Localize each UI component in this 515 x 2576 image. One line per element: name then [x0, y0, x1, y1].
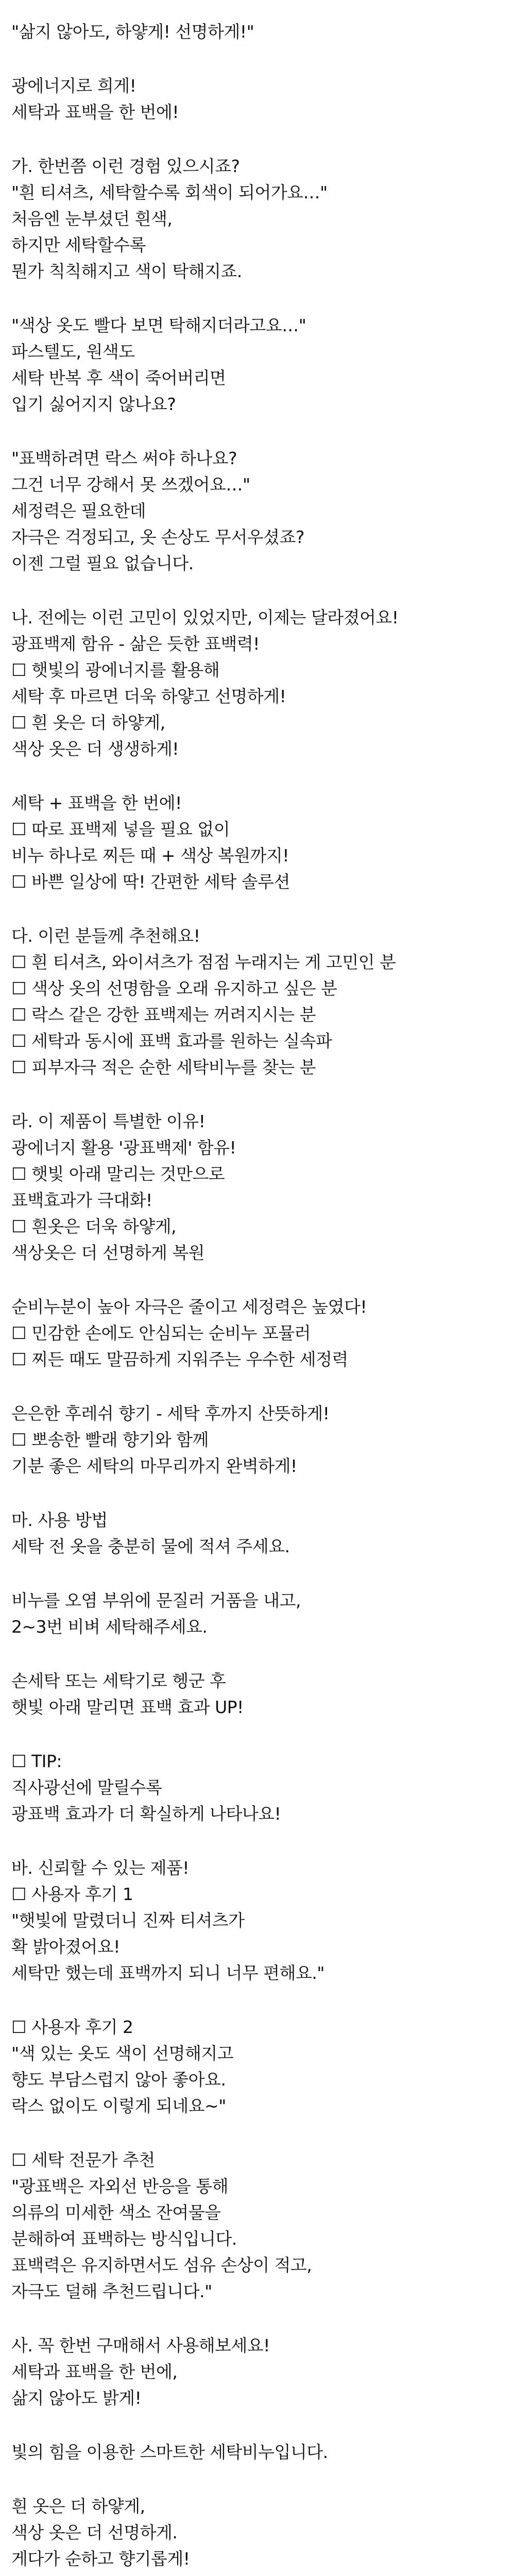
text-line: ☐ 사용자 후기 2: [11, 2017, 133, 2037]
text-line: 게다가 순하고 향기롭게!: [11, 2549, 190, 2569]
text-line: 자극은 걱정되고, 옷 손상도 무서우셨죠?: [11, 527, 305, 547]
paragraph: [11, 1587, 515, 1640]
text-line: 의류의 미세한 색소 잔여물을: [11, 2202, 221, 2223]
text-line: ☐ 세탁과 동시에 표백 효과를 원하는 실속파: [11, 1031, 332, 1051]
text-line: 색상옷은 더 선명하게 복원: [11, 1243, 205, 1263]
text-line: 삶지 않아도 밝게!: [11, 2388, 142, 2408]
text-line: 바. 신뢰할 수 있는 제품!: [11, 1858, 190, 1878]
text-line: 그건 너무 강해서 못 쓰겠어요…": [11, 474, 250, 495]
text-line: 사. 꼭 한번 구매해서 사용해보세요!: [11, 2335, 270, 2355]
paragraph: [11, 1668, 515, 1720]
paragraph: [11, 923, 515, 1080]
text-line: 나. 전에는 이런 고민이 있었지만, 이제는 달라졌어요!: [11, 607, 399, 628]
text-line: 빛의 힘을 이용한 스마트한 세탁비누입니다.: [11, 2442, 328, 2462]
text-line: ☐ 색상 옷의 선명함을 오래 유지하고 싶은 분: [11, 978, 337, 998]
paragraph: [11, 2332, 515, 2411]
text-line: "표백하려면 락스 써야 하나요?: [11, 448, 237, 468]
text-line: 은은한 후레쉬 향기 - 세탁 후까지 산뜻하게!: [11, 1403, 330, 1423]
text-line: "광표백은 자외선 반응을 통해: [11, 2176, 229, 2196]
paragraph: [11, 73, 515, 125]
paragraph: [11, 1294, 515, 1372]
text-line: 이젠 그럴 필요 없습니다.: [11, 553, 194, 573]
text-line: "삶지 않아도, 하얗게! 선명하게!": [11, 22, 254, 42]
text-line: 색상 옷은 더 선명하게.: [11, 2522, 178, 2543]
paragraph: [11, 2439, 515, 2465]
text-line: ☐ 흰옷은 더욱 하얗게,: [11, 1216, 177, 1236]
text-line: ☐ 락스 같은 강한 표백제는 꺼려지시는 분: [11, 1005, 316, 1025]
text-line: 흰 옷은 더 하얗게,: [11, 2496, 145, 2516]
text-line: 기분 좋은 세탁의 마무리까지 완벽하게!: [11, 1456, 297, 1476]
text-line: 광표백제 함유 - 삶은 듯한 표백력!: [11, 634, 260, 654]
text-line: ☐ 흰 옷은 더 하얗게,: [11, 713, 165, 733]
text-line: 확 밝아졌어요!: [11, 1937, 120, 1957]
text-line: 손세탁 또는 세탁기로 헹군 후: [11, 1671, 226, 1691]
text-line: 햇빛 아래 말리면 표백 효과 UP!: [11, 1697, 244, 1717]
paragraph: [11, 153, 515, 284]
text-line: 비누를 오염 부위에 문질러 거품을 내고,: [11, 1590, 301, 1611]
paragraph: [11, 1855, 515, 1986]
text-line: 순비누분이 높아 자극은 줄이고 세정력은 높였다!: [11, 1297, 367, 1317]
text-line: 세탁 전 옷을 충분히 물에 적셔 주세요.: [11, 1536, 290, 1556]
text-line: 표백력은 유지하면서도 섬유 손상이 적고,: [11, 2255, 312, 2275]
paragraph: [11, 1400, 515, 1479]
paragraph: [11, 312, 515, 417]
text-line: ☐ 사용자 후기 1: [11, 1884, 133, 1904]
text-line: 처음엔 눈부셨던 흰색,: [11, 209, 173, 229]
text-line: ☐ 찌든 때도 말끔하게 지워주는 우수한 세정력: [11, 1349, 348, 1369]
text-line: 마. 사용 방법: [11, 1510, 108, 1530]
text-line: 세탁 반복 후 색이 죽어버리면: [11, 368, 226, 388]
text-line: 입기 싫어지지 않나요?: [11, 394, 176, 414]
text-line: 세탁과 표백을 한 번에,: [11, 2362, 178, 2382]
paragraph: [11, 2493, 515, 2572]
text-line: ☐ 민감한 손에도 안심되는 순비누 포뮬러: [11, 1323, 311, 1343]
text-line: 2~3번 비벼 세탁해주세요.: [11, 1617, 208, 1637]
paragraph: [11, 2014, 515, 2119]
text-line: "색상 옷도 빨다 보면 탁해지더라고요…": [11, 315, 306, 335]
paragraph: [11, 19, 515, 45]
text-line: ☐ 햇빛 아래 말리는 것만으로: [11, 1164, 225, 1184]
text-line: ☐ 세탁 전문가 추천: [11, 2150, 155, 2170]
paragraph: [11, 604, 515, 762]
text-line: 가. 한번쯤 이런 경험 있으시죠?: [11, 156, 240, 176]
paragraph: [11, 445, 515, 577]
text-line: ☐ 뽀송한 빨래 향기와 함께: [11, 1430, 209, 1450]
text-line: "색 있는 옷도 색이 선명해지고: [11, 2043, 234, 2063]
text-line: 세탁 후 마르면 더욱 하얗고 선명하게!: [11, 686, 286, 706]
text-line: 광에너지로 희게!: [11, 76, 136, 96]
text-line: 광표백 효과가 더 확실하게 나타나요!: [11, 1804, 281, 1824]
text-line: 파스텔도, 원색도: [11, 342, 135, 362]
text-line: ☐ TIP:: [11, 1751, 62, 1771]
text-line: "햇빛에 말렸더니 진짜 티셔츠가: [11, 1910, 245, 1930]
text-line: 세탁만 했는데 표백까지 되니 너무 편해요.": [11, 1963, 325, 1983]
paragraph: [11, 2147, 515, 2304]
paragraph: [11, 1507, 515, 1560]
text-line: 뭔가 칙칙해지고 색이 탁해지죠.: [11, 261, 242, 281]
text-line: 하지만 세탁할수록: [11, 235, 146, 255]
text-line: 향도 부담스럽지 않아 좋아요.: [11, 2070, 226, 2090]
text-line: 색상 옷은 더 생생하게!: [11, 739, 179, 759]
text-line: 락스 없이도 이렇게 되네요~": [11, 2096, 226, 2116]
text-line: ☐ 피부자극 적은 순한 세탁비누를 찾는 분: [11, 1057, 316, 1077]
text-line: ☐ 흰 티셔츠, 와이셔츠가 점점 누래지는 게 고민인 분: [11, 952, 396, 972]
text-line: 세탁 + 표백을 한 번에!: [11, 793, 182, 813]
text-line: 분해하여 표백하는 방식입니다.: [11, 2229, 237, 2249]
text-line: 세정력은 필요한데: [11, 501, 146, 521]
text-line: ☐ 햇빛의 광에너지를 활용해: [11, 660, 220, 680]
text-line: 표백효과가 극대화!: [11, 1190, 152, 1210]
text-line: ☐ 따로 표백제 넣을 필요 없이: [11, 819, 230, 839]
text-line: 다. 이런 분들께 추천해요!: [11, 926, 200, 946]
paragraph: [11, 790, 515, 895]
text-line: 광에너지 활용 '광표백제' 함유!: [11, 1138, 236, 1158]
text-line: 자극도 덜해 추천드립니다.": [11, 2281, 212, 2301]
text-line: "흰 티셔츠, 세탁할수록 회색이 되어가요…": [11, 182, 328, 202]
text-line: 직사광선에 말릴수록: [11, 1777, 162, 1798]
paragraph: [11, 1108, 515, 1266]
paragraph: [11, 1748, 515, 1827]
text-line: ☐ 바쁜 일상에 딱! 간편한 세탁 솔루션: [11, 872, 290, 892]
text-line: 라. 이 제품이 특별한 이유!: [11, 1111, 205, 1131]
text-line: 비누 하나로 찌든 때 + 색상 복원까지!: [11, 845, 289, 866]
text-line: 세탁과 표백을 한 번에!: [11, 102, 179, 122]
